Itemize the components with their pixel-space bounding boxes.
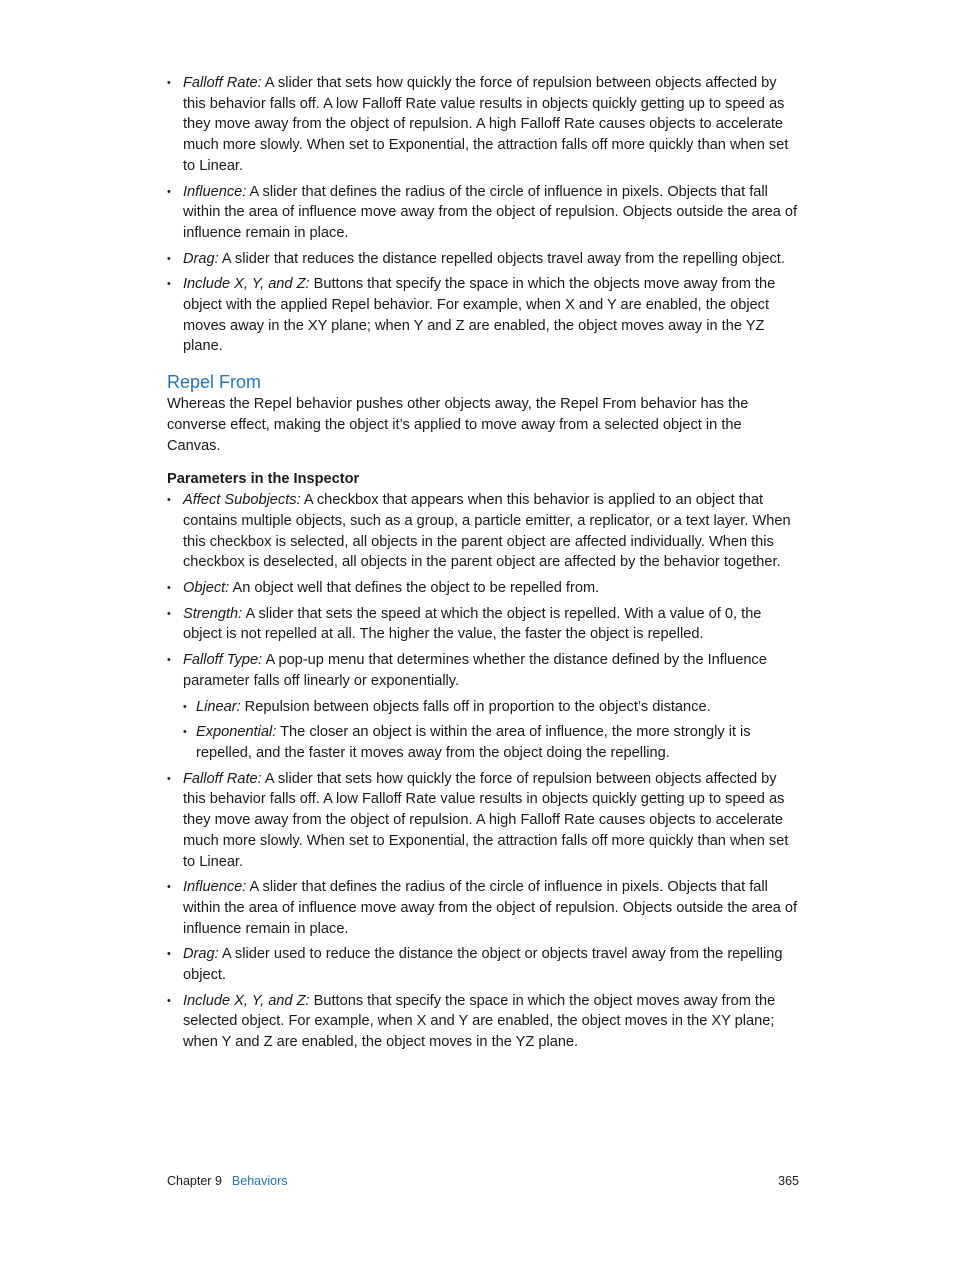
- option-term: Linear:: [196, 698, 241, 715]
- param-description: A slider that reduces the distance repelled objects travel away from the repelling object.: [218, 250, 785, 267]
- param-description: A slider that sets the speed at which the object is repelled. With a value of 0, the object is not repelled at all. The higher the value, the faster the object is repelled.: [183, 605, 762, 643]
- list-item: [167, 650, 799, 764]
- list-item: [167, 877, 799, 939]
- param-description: Buttons that specify the space in which the object moves away from the selected object. For example, when X and Y are enabled, the object moves in the XY plane; when Y and Z are enabled, the object moves in the YZ plane.: [183, 992, 776, 1051]
- section-intro: Whereas the Repel behavior pushes other objects away, the Repel From behavior has the converse effect, making the object it’s applied to move away from a selected object in the Canvas.: [167, 396, 749, 454]
- param-term: Falloff Type:: [183, 652, 263, 669]
- bullet: •: [167, 881, 171, 894]
- list-item: [167, 991, 799, 1053]
- bullet: •: [167, 77, 171, 89]
- bullet: •: [167, 494, 171, 507]
- bullet: •: [167, 607, 171, 620]
- bullet: •: [167, 772, 171, 785]
- option-description: Repulsion between objects falls off in proportion to the object’s distance.: [240, 698, 711, 715]
- param-term: Object:: [183, 580, 230, 597]
- bullet: •: [183, 700, 187, 713]
- param-term: Influence:: [183, 879, 247, 896]
- top-parameter-list: [167, 73, 799, 357]
- list-item: [167, 182, 799, 244]
- page-content: [167, 73, 799, 1058]
- list-item: [167, 578, 799, 599]
- param-term: Falloff Rate:: [183, 75, 262, 91]
- param-description: A slider used to reduce the distance the object or objects travel away from the repelling object.: [183, 946, 783, 984]
- param-term: Drag:: [183, 250, 219, 267]
- page-footer: [167, 1172, 799, 1190]
- list-item: [167, 274, 799, 357]
- param-term: Drag:: [183, 946, 219, 963]
- param-term: Include X, Y, and Z:: [183, 276, 310, 293]
- list-item: [167, 944, 799, 985]
- falloff-type-options: [183, 697, 799, 764]
- param-description: A slider that defines the radius of the circle of influence in pixels. Objects that fall within the area of influence move away from the object of repulsion. Objects outside the area of influence remain in place.: [183, 879, 798, 937]
- bullet: •: [183, 726, 187, 739]
- list-item: [167, 490, 799, 573]
- param-description: A checkbox that appears when this behavior is applied to an object that contains multiple objects, such as a group, a particle emitter, a replicator, or a text layer. When this checkbox is selected, all objects in the parent object are affected individually. When this checkbox is deselected, all objects in the parent object are affected by the behavior together.: [183, 492, 791, 571]
- param-description: An object well that defines the object to be repelled from.: [229, 580, 600, 597]
- param-term: Falloff Rate:: [183, 770, 262, 787]
- option-description: The closer an object is within the area of influence, the more strongly it is repelled, and the faster it moves away from the object doing the repelling.: [196, 724, 751, 761]
- page-number: 365: [778, 1174, 799, 1188]
- bullet: •: [167, 185, 171, 198]
- inspector-parameter-list: [167, 490, 799, 1053]
- param-description: A slider that defines the radius of the circle of influence in pixels. Objects that fall within the area of influence move away from the object of repulsion. Objects outside the area of influence remain in place.: [183, 183, 798, 241]
- section-heading: Repel From: [167, 372, 262, 393]
- option-term: Exponential:: [196, 724, 277, 741]
- list-item: [167, 249, 799, 270]
- param-term: Strength:: [183, 605, 243, 622]
- param-term: Include X, Y, and Z:: [183, 992, 310, 1009]
- list-item: [167, 73, 799, 177]
- param-description: A slider that sets how quickly the force of repulsion between objects affected by this behavior falls off. A low Falloff Rate value results in objects quickly getting up to speed as they move away from the object of repulsion. A high Falloff Rate causes objects to accelerate much more slowly. When set to Exponential, the attraction falls off more quickly than when set to Linear.: [183, 770, 789, 870]
- bullet: •: [167, 278, 171, 291]
- param-description: A slider that sets how quickly the force of repulsion between objects affected by this behavior falls off. A low Falloff Rate value results in objects quickly getting up to speed as they move away from the object of repulsion. A high Falloff Rate causes objects to accelerate much more slowly. When set to Exponential, the attraction falls off more quickly than when set to Linear.: [183, 75, 789, 174]
- sub-list-item: [183, 697, 799, 718]
- param-term: Influence:: [183, 183, 247, 200]
- bullet: •: [167, 948, 171, 961]
- bullet: •: [167, 994, 171, 1007]
- bullet: •: [167, 252, 171, 265]
- bullet: •: [167, 654, 171, 667]
- chapter-number: Chapter 9: [167, 1174, 222, 1188]
- chapter-link[interactable]: Behaviors: [231, 1174, 288, 1188]
- param-term: Affect Subobjects:: [183, 492, 301, 509]
- list-item: [167, 769, 799, 873]
- list-item: [167, 604, 799, 645]
- bullet: •: [167, 582, 171, 595]
- param-description: Buttons that specify the space in which the objects move away from the object with the applied Repel behavior. For example, when X and Y are enabled, the object moves away in the XY plane; when Y and Z are enabled, the object moves away in the YZ plane.: [183, 276, 776, 355]
- param-description: A pop-up menu that determines whether the distance defined by the Influence parameter falls off linearly or exponentially.: [183, 652, 767, 689]
- sub-list-item: [183, 722, 799, 763]
- subheading: Parameters in the Inspector: [167, 471, 360, 488]
